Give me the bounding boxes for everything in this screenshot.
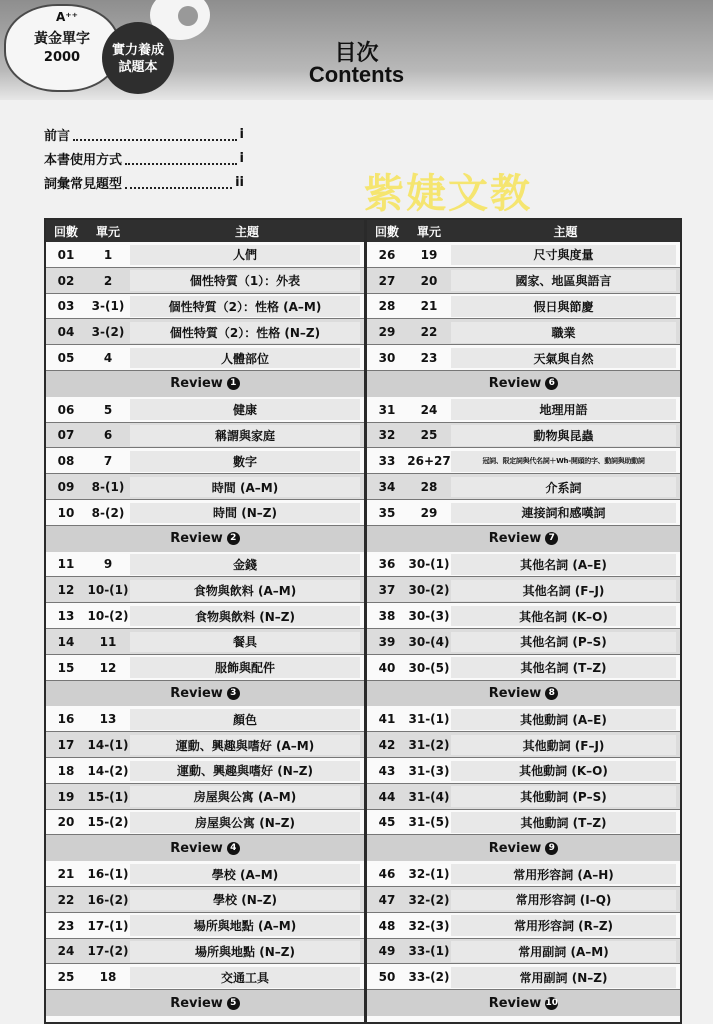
row-unit: 20 <box>420 273 438 288</box>
row-topic: 常用形容詞 (I–Q) <box>451 890 676 911</box>
table-row[interactable] <box>367 913 680 939</box>
table-row[interactable] <box>367 784 680 810</box>
row-number: 20 <box>57 815 75 830</box>
row-number: 16 <box>57 712 75 727</box>
row-topic: 常用副詞 (N–Z) <box>451 967 676 988</box>
row-number: 48 <box>378 918 396 933</box>
contents-table <box>44 218 682 1024</box>
row-number: 15 <box>57 660 75 675</box>
front-item-label: 詞彙常見題型 <box>44 176 123 192</box>
table-row[interactable] <box>367 294 680 320</box>
row-number: 12 <box>57 583 75 598</box>
front-item-question-types[interactable] <box>44 170 244 194</box>
row-unit: 25 <box>420 428 438 443</box>
page-header <box>0 0 713 108</box>
row-unit: 4 <box>103 351 113 366</box>
row-unit: 31-(3) <box>408 763 450 778</box>
row-topic: 房屋與公寓 (N–Z) <box>130 812 360 833</box>
review-row[interactable] <box>46 371 364 397</box>
review-label: Review <box>170 995 223 1011</box>
row-number: 32 <box>378 428 396 443</box>
table-row[interactable] <box>367 655 680 681</box>
review-row[interactable] <box>46 990 364 1016</box>
row-topic: 運動、興趣與嗜好 (A–M) <box>130 735 360 756</box>
row-number: 29 <box>378 325 396 340</box>
row-number: 02 <box>57 273 75 288</box>
review-number-badge: 8 <box>545 687 558 700</box>
row-number: 38 <box>378 609 396 624</box>
row-number: 50 <box>378 970 396 985</box>
row-number: 03 <box>57 299 75 314</box>
row-unit: 2 <box>103 273 113 288</box>
review-number-badge: 3 <box>227 687 240 700</box>
row-number: 28 <box>378 299 396 314</box>
row-unit: 8-(1) <box>91 480 125 495</box>
table-row[interactable] <box>46 964 364 990</box>
table-row[interactable] <box>46 552 364 578</box>
row-number: 26 <box>378 247 396 262</box>
table-row[interactable] <box>367 887 680 913</box>
row-number: 45 <box>378 815 396 830</box>
row-topic: 人體部位 <box>130 348 360 369</box>
review-label: Review <box>170 840 223 856</box>
row-number: 36 <box>378 557 396 572</box>
row-unit: 15-(1) <box>87 789 129 804</box>
row-topic: 顏色 <box>130 709 360 730</box>
table-row[interactable] <box>46 397 364 423</box>
row-unit: 1 <box>103 247 113 262</box>
row-unit: 14-(1) <box>87 738 129 753</box>
row-topic: 其他名詞 (T–Z) <box>451 657 676 678</box>
row-number: 23 <box>57 918 75 933</box>
row-topic: 其他名詞 (P–S) <box>451 632 676 653</box>
table-row[interactable] <box>367 861 680 887</box>
table-row[interactable] <box>46 423 364 449</box>
row-unit: 9 <box>103 557 113 572</box>
row-unit: 3-(2) <box>91 325 125 340</box>
table-row[interactable] <box>46 474 364 500</box>
row-unit: 16-(1) <box>87 867 129 882</box>
row-topic: 房屋與公寓 (A–M) <box>130 786 360 807</box>
row-number: 25 <box>57 970 75 985</box>
review-row[interactable] <box>367 681 680 707</box>
row-number: 21 <box>57 867 75 882</box>
table-row[interactable] <box>367 939 680 965</box>
row-number: 47 <box>378 892 396 907</box>
logo-title: 黃金單字 <box>34 31 90 47</box>
row-unit: 3-(1) <box>91 299 125 314</box>
review-row[interactable] <box>46 835 364 861</box>
review-number-badge: 6 <box>545 377 558 390</box>
row-topic: 其他名詞 (F–J) <box>451 580 676 601</box>
row-topic: 假日與節慶 <box>451 296 676 317</box>
row-topic: 常用形容詞 (A–H) <box>451 864 676 885</box>
row-number: 34 <box>378 480 396 495</box>
table-row[interactable] <box>46 603 364 629</box>
review-label: Review <box>488 840 542 856</box>
table-row[interactable] <box>46 629 364 655</box>
table-row[interactable] <box>367 397 680 423</box>
row-topic: 餐具 <box>130 632 360 653</box>
front-item-label: 本書使用方式 <box>44 152 123 168</box>
row-topic: 其他動詞 (K–O) <box>451 761 676 782</box>
table-row[interactable] <box>46 294 364 320</box>
logo-aplus: A⁺⁺ <box>56 10 78 24</box>
table-header <box>367 220 680 242</box>
row-unit: 33-(2) <box>408 970 450 985</box>
header-number: 回數 <box>374 224 399 239</box>
row-unit: 26+27 <box>407 454 451 469</box>
row-topic: 天氣與自然 <box>451 348 676 369</box>
table-row[interactable] <box>46 732 364 758</box>
row-unit: 32-(3) <box>408 918 450 933</box>
row-unit: 29 <box>420 505 438 520</box>
contents-column-left <box>46 220 367 1022</box>
row-number: 19 <box>57 789 75 804</box>
row-topic: 介系詞 <box>451 477 676 498</box>
table-header <box>46 220 364 242</box>
table-row[interactable] <box>367 577 680 603</box>
row-topic: 食物與飲料 (N–Z) <box>130 606 360 627</box>
row-topic: 食物與飲料 (A–M) <box>130 580 360 601</box>
review-number-badge: 9 <box>545 842 558 855</box>
row-unit: 31-(2) <box>408 738 450 753</box>
row-topic: 運動、興趣與嗜好 (N–Z) <box>130 761 360 782</box>
table-row[interactable] <box>367 242 680 268</box>
row-unit: 24 <box>420 402 438 417</box>
row-topic: 金錢 <box>130 554 360 575</box>
row-unit: 15-(2) <box>87 815 129 830</box>
row-topic: 場所與地點 (N–Z) <box>130 941 360 962</box>
review-label: Review <box>170 685 223 701</box>
watermark: 紫婕文教 <box>364 171 532 217</box>
row-unit: 23 <box>420 351 438 366</box>
row-number: 39 <box>378 634 396 649</box>
row-topic: 時間 (N–Z) <box>130 503 360 524</box>
row-topic: 常用副詞 (A–M) <box>451 941 676 962</box>
row-number: 05 <box>57 351 75 366</box>
contents-column-right <box>367 220 680 1022</box>
review-number-badge: 4 <box>227 842 240 855</box>
row-number: 18 <box>57 763 75 778</box>
row-unit: 31-(1) <box>408 712 450 727</box>
table-row[interactable] <box>46 319 364 345</box>
logo-number: 2000 <box>43 50 81 65</box>
table-row[interactable] <box>367 629 680 655</box>
table-row[interactable] <box>367 423 680 449</box>
row-number: 10 <box>57 505 75 520</box>
review-label: Review <box>488 685 542 701</box>
review-number-badge: 1 <box>227 377 240 390</box>
row-number: 35 <box>378 505 396 520</box>
table-row[interactable] <box>367 448 680 474</box>
review-label: Review <box>488 995 542 1011</box>
row-number: 33 <box>378 454 396 469</box>
row-number: 22 <box>57 892 75 907</box>
row-topic: 連接詞和感嘆詞 <box>451 503 676 524</box>
table-row[interactable] <box>46 861 364 887</box>
row-unit: 30-(5) <box>408 660 450 675</box>
row-topic: 場所與地點 (A–M) <box>130 915 360 936</box>
row-unit: 30-(3) <box>408 609 450 624</box>
row-topic: 個性特質（1）：外表 <box>130 270 360 291</box>
table-row[interactable] <box>46 345 364 371</box>
row-topic: 學校 (A–M) <box>130 864 360 885</box>
review-label: Review <box>170 531 223 547</box>
row-topic: 交通工具 <box>130 967 360 988</box>
row-number: 13 <box>57 609 75 624</box>
row-number: 46 <box>378 867 396 882</box>
row-topic: 動物與昆蟲 <box>451 425 676 446</box>
row-number: 42 <box>378 738 396 753</box>
review-number-badge: 7 <box>545 532 558 545</box>
row-topic: 數字 <box>130 451 360 472</box>
front-matter-list <box>44 122 244 194</box>
table-row[interactable] <box>367 810 680 836</box>
row-unit: 30-(1) <box>408 557 450 572</box>
row-number: 08 <box>57 454 75 469</box>
page-title-zh: 目次 <box>334 41 379 66</box>
table-row[interactable] <box>367 964 680 990</box>
row-number: 49 <box>378 944 396 959</box>
table-row[interactable] <box>46 655 364 681</box>
row-number: 06 <box>57 402 75 417</box>
front-item-page: i <box>239 150 244 166</box>
header-number: 回數 <box>53 224 78 239</box>
table-row[interactable] <box>46 939 364 965</box>
table-row[interactable] <box>46 448 364 474</box>
row-number: 31 <box>378 402 396 417</box>
row-unit: 10-(2) <box>87 609 129 624</box>
table-row[interactable] <box>367 758 680 784</box>
review-label: Review <box>488 376 542 392</box>
row-topic: 其他動詞 (A–E) <box>451 709 676 730</box>
front-item-page: ii <box>235 174 244 190</box>
review-row[interactable] <box>46 526 364 552</box>
row-topic: 國家、地區與語言 <box>451 270 676 291</box>
table-row[interactable] <box>367 345 680 371</box>
row-number: 17 <box>57 738 75 753</box>
row-number: 44 <box>378 789 396 804</box>
row-unit: 8-(2) <box>91 505 125 520</box>
row-unit: 30-(4) <box>408 634 450 649</box>
row-topic: 其他動詞 (F–J) <box>451 735 676 756</box>
row-number: 09 <box>57 480 75 495</box>
table-row[interactable] <box>367 319 680 345</box>
review-row[interactable] <box>367 526 680 552</box>
row-topic: 人們 <box>130 245 360 266</box>
table-row[interactable] <box>367 474 680 500</box>
row-topic: 其他動詞 (T–Z) <box>451 812 676 833</box>
row-number: 14 <box>57 634 75 649</box>
row-unit: 11 <box>99 634 117 649</box>
row-unit: 5 <box>103 402 113 417</box>
table-row[interactable] <box>46 784 364 810</box>
front-item-usage[interactable] <box>44 146 244 170</box>
row-topic: 時間 (A–M) <box>130 477 360 498</box>
front-item-page: i <box>239 126 244 142</box>
row-unit: 6 <box>103 428 113 443</box>
review-number-badge: 5 <box>227 997 240 1010</box>
row-number: 30 <box>378 351 396 366</box>
row-unit: 32-(2) <box>408 892 450 907</box>
page-title-en: Contents <box>308 62 405 87</box>
row-number: 07 <box>57 428 75 443</box>
row-unit: 21 <box>420 299 438 314</box>
row-unit: 17-(1) <box>87 918 129 933</box>
row-unit: 14-(2) <box>87 763 129 778</box>
row-topic: 稱謂與家庭 <box>130 425 360 446</box>
review-row[interactable] <box>367 835 680 861</box>
row-unit: 10-(1) <box>87 583 129 598</box>
table-row[interactable] <box>367 603 680 629</box>
table-row[interactable] <box>46 706 364 732</box>
header-topic: 主題 <box>553 224 578 239</box>
row-unit: 32-(1) <box>408 867 450 882</box>
row-topic: 學校 (N–Z) <box>130 890 360 911</box>
row-number: 43 <box>378 763 396 778</box>
row-number: 27 <box>378 273 396 288</box>
review-number-badge: 2 <box>227 532 240 545</box>
row-topic: 其他名詞 (A–E) <box>451 554 676 575</box>
row-number: 40 <box>378 660 396 675</box>
table-row[interactable] <box>46 242 364 268</box>
front-item-preface[interactable] <box>44 122 244 146</box>
review-row[interactable] <box>367 371 680 397</box>
row-number: 24 <box>57 944 75 959</box>
row-number: 11 <box>57 557 75 572</box>
row-topic: 地理用語 <box>451 399 676 420</box>
table-row[interactable] <box>367 552 680 578</box>
row-topic: 尺寸與度量 <box>451 245 676 266</box>
review-row[interactable] <box>367 990 680 1016</box>
review-number-badge: 10 <box>545 997 559 1008</box>
front-item-label: 前言 <box>44 128 71 144</box>
row-unit: 16-(2) <box>87 892 129 907</box>
review-label: Review <box>170 376 223 392</box>
row-unit: 31-(4) <box>408 789 450 804</box>
row-unit: 30-(2) <box>408 583 450 598</box>
table-row[interactable] <box>46 810 364 836</box>
table-row[interactable] <box>367 732 680 758</box>
row-unit: 33-(1) <box>408 944 450 959</box>
row-unit: 7 <box>103 454 113 469</box>
row-topic: 其他名詞 (K–O) <box>451 606 676 627</box>
book-badge-line1: 實力養成 <box>111 43 164 58</box>
row-unit: 19 <box>420 247 438 262</box>
row-unit: 18 <box>99 970 117 985</box>
table-row[interactable] <box>367 500 680 526</box>
table-row[interactable] <box>46 268 364 294</box>
table-row[interactable] <box>46 758 364 784</box>
row-unit: 31-(5) <box>408 815 450 830</box>
table-row[interactable] <box>46 500 364 526</box>
book-badge-line2: 試題本 <box>118 60 158 75</box>
header-unit: 單元 <box>416 224 441 239</box>
table-row[interactable] <box>46 577 364 603</box>
header-unit: 單元 <box>95 224 120 239</box>
row-number: 41 <box>378 712 396 727</box>
row-unit: 17-(2) <box>87 944 129 959</box>
row-number: 37 <box>378 583 396 598</box>
row-number: 04 <box>57 325 75 340</box>
row-topic: 個性特質（2）：性格 (N–Z) <box>130 322 360 343</box>
header-topic: 主題 <box>234 224 259 239</box>
table-row[interactable] <box>46 887 364 913</box>
row-topic: 職業 <box>451 322 676 343</box>
row-topic: 常用形容詞 (R–Z) <box>451 915 676 936</box>
row-topic: 其他動詞 (P–S) <box>451 786 676 807</box>
row-unit: 28 <box>420 480 438 495</box>
table-row[interactable] <box>367 268 680 294</box>
row-unit: 22 <box>420 325 438 340</box>
review-row[interactable] <box>46 681 364 707</box>
row-topic: 服飾與配件 <box>130 657 360 678</box>
row-topic: 冠詞、限定詞與代名詞＋Wh-開頭的字、動詞與助動詞 <box>451 451 676 472</box>
row-number: 01 <box>57 247 75 262</box>
row-unit: 12 <box>99 660 117 675</box>
row-topic: 個性特質（2）：性格 (A–M) <box>130 296 360 317</box>
row-unit: 13 <box>99 712 117 727</box>
table-row[interactable] <box>367 706 680 732</box>
table-row[interactable] <box>46 913 364 939</box>
review-label: Review <box>488 531 542 547</box>
decorative-bubble <box>178 6 198 26</box>
row-topic: 健康 <box>130 399 360 420</box>
